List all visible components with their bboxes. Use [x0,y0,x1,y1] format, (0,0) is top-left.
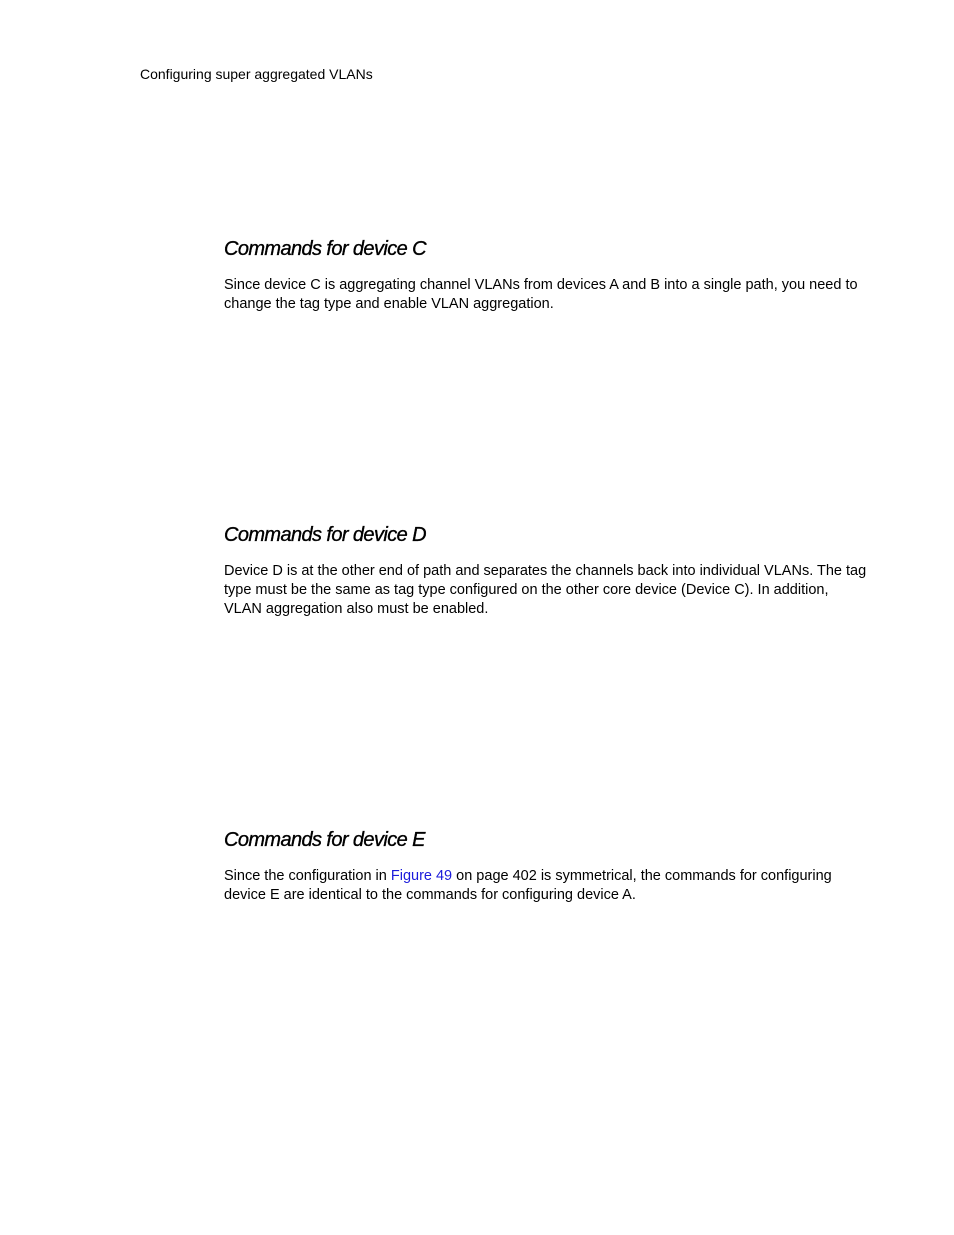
body-text-after-link: on page 402 is symmetrical, the commands for configuring device E are identical to the commands for configuring device A. [224,868,832,903]
section-heading: Commands for device C [224,238,426,260]
section-body [224,867,869,905]
section-device-d [224,523,869,619]
running-header: Configuring super aggregated VLANs [140,66,373,82]
section-heading: Commands for device E [224,829,425,851]
section-body: Since device C is aggregating channel VLANs from devices A and B into a single path, you need to change the tag type and enable VLAN aggregation. [224,277,858,312]
section-device-c [224,237,869,314]
body-text-before-link: Since the configuration in [224,868,391,884]
figure-49-link[interactable]: Figure 49 [390,868,453,884]
section-device-e [224,828,869,905]
section-heading: Commands for device D [224,524,426,546]
section-body: Device D is at the other end of path and separates the channels back into individual VLANs. The tag type must be the same as tag type configured on the other core device (Device C). In addition, VLAN aggregation also must be enabled. [224,563,867,617]
